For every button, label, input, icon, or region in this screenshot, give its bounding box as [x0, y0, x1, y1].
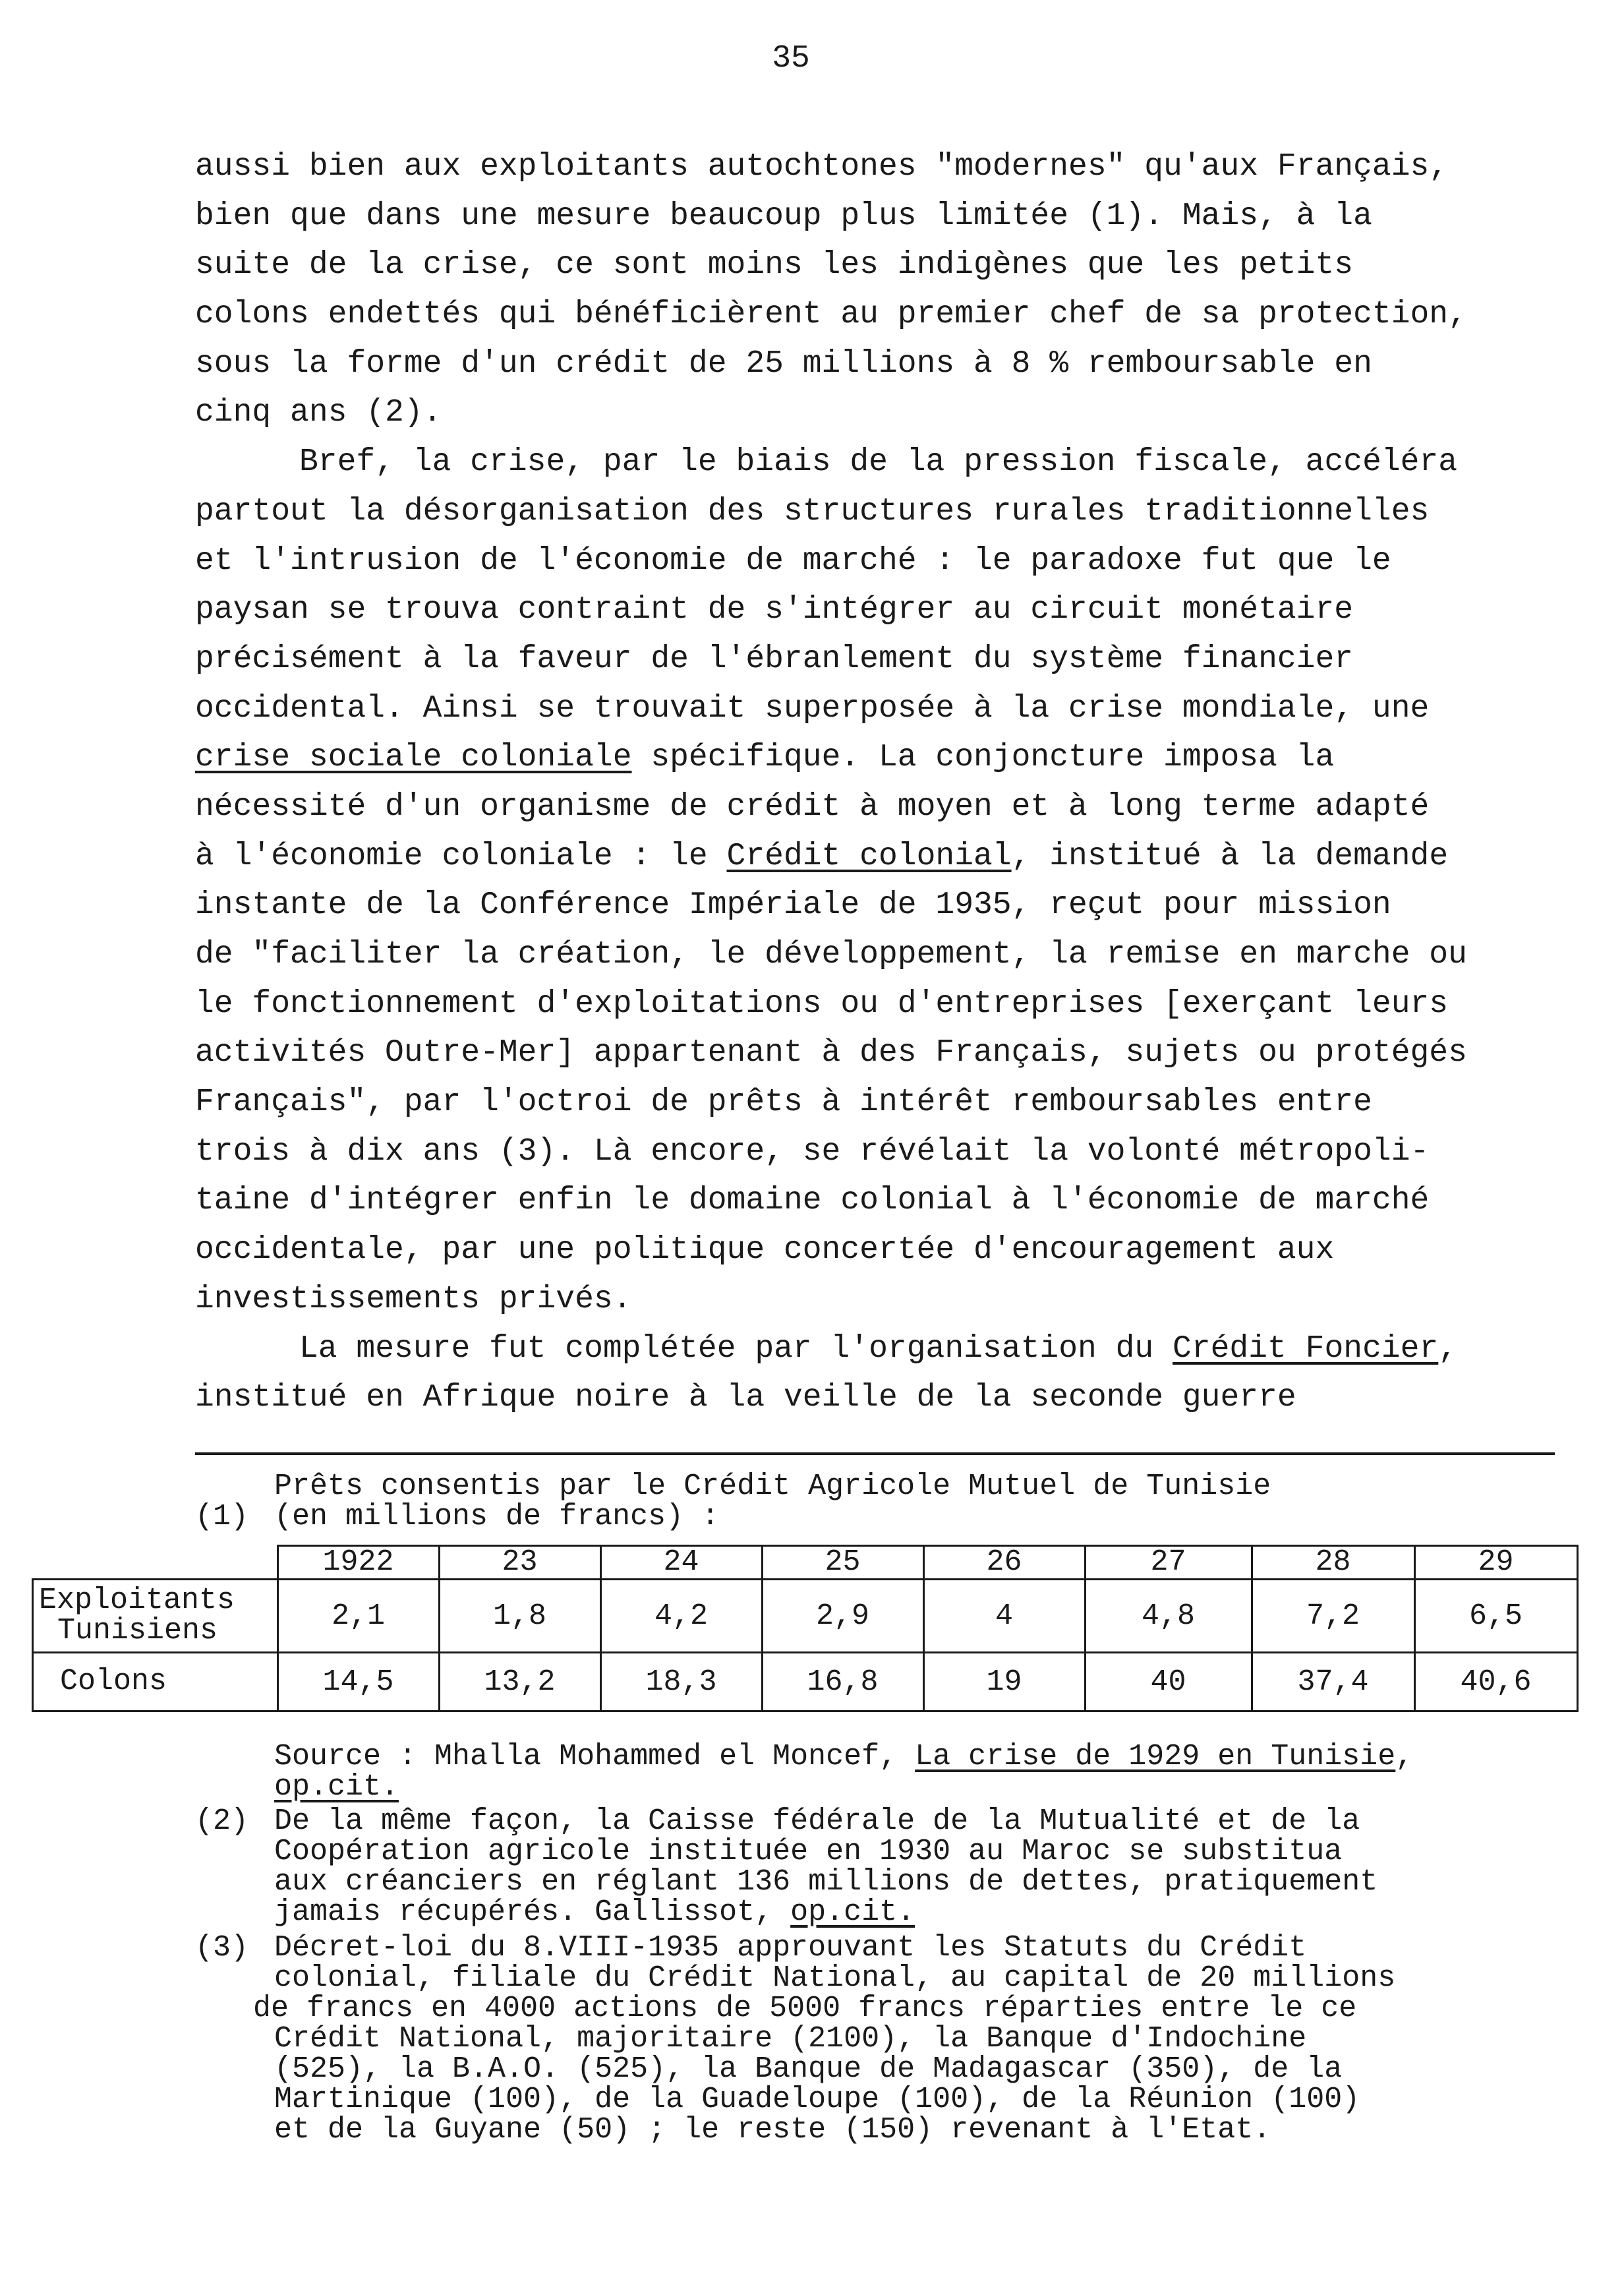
- table-header-year: 29: [1414, 1546, 1577, 1580]
- text-fragment: Source : Mhalla Mohammed el Moncef,: [274, 1740, 915, 1773]
- footnote-text: (525), la B.A.O. (525), la Banque de Madagascar (350), de la: [274, 2052, 1343, 2086]
- table-cell: 4,2: [600, 1580, 762, 1653]
- loans-table: [32, 1545, 1579, 1712]
- text-fragment: spécifique. La conjoncture imposa la: [631, 740, 1335, 776]
- row-label-line: Exploitants: [39, 1584, 235, 1617]
- text-line: bien que dans une mesure beaucoup plus limitée (1). Mais, à la: [195, 198, 1372, 234]
- text-line: paysan se trouva contraint de s'intégrer au circuit monétaire: [195, 592, 1354, 628]
- table-source: [274, 1742, 1413, 1772]
- text-line: Bref, la crise, par le biais de la pression fiscale, accéléra: [299, 444, 1458, 481]
- underlined-term: op.cit.: [790, 1895, 915, 1929]
- footnote-text: de francs en 4000 actions de 5000 francs réparties entre le ce: [253, 1992, 1357, 2025]
- table-corner: [33, 1546, 278, 1580]
- footnote-text: Décret-loi du 8.VIII-1935 approuvant les Statuts du Crédit: [274, 1931, 1307, 1965]
- text-line: partout la désorganisation des structures rurales traditionnelles: [195, 493, 1430, 529]
- body-text: [195, 142, 1579, 1423]
- table-cell: 16,8: [762, 1653, 923, 1711]
- footnote-text: aux créanciers en réglant 136 millions de dettes, pratiquement: [274, 1865, 1378, 1899]
- footnote-number: (3): [195, 1931, 249, 1965]
- table-cell: 4: [923, 1580, 1085, 1653]
- text-fragment: ,: [1438, 1330, 1458, 1367]
- footnote-text: Martinique (100), de la Guadeloupe (100), de la Réunion (100): [274, 2083, 1360, 2116]
- footnote-text: et de la Guyane (50) ; le reste (150) revenant à l'Etat.: [274, 2113, 1271, 2147]
- footnote-number: (1): [195, 1500, 249, 1533]
- underlined-term: crise sociale coloniale: [195, 740, 632, 776]
- table-header-year: 25: [762, 1546, 923, 1580]
- footnote-number: (2): [195, 1804, 249, 1838]
- text-fragment: jamais récupérés. Gallissot,: [274, 1895, 791, 1929]
- footnote-text: De la même façon, la Caisse fédérale de la Mutualité et de la: [274, 1804, 1360, 1838]
- table-row: [33, 1580, 1578, 1653]
- footnote-text: [274, 1897, 915, 1928]
- text-line: aussi bien aux exploitants autochtones "modernes" qu'aux Français,: [195, 149, 1449, 185]
- footnote-text: Prêts consentis par le Crédit Agricole Mutuel de Tunisie: [274, 1470, 1271, 1503]
- footnote-divider: [195, 1452, 1555, 1455]
- text-line: de "faciliter la création, le développement, la remise en marche ou: [195, 937, 1467, 972]
- table-cell: 40,6: [1414, 1653, 1577, 1711]
- footnote-text: Coopération agricole instituée en 1930 au Maroc se substitua: [274, 1835, 1343, 1868]
- table-header-year: 28: [1252, 1546, 1414, 1580]
- underlined-term: Crédit colonial: [726, 838, 1012, 874]
- table-cell: 7,2: [1252, 1580, 1414, 1653]
- text-line: nécessité d'un organisme de crédit à moyen et à long terme adapté: [195, 788, 1430, 825]
- table-source: [274, 1772, 399, 1802]
- text-fragment: ,: [1395, 1740, 1414, 1773]
- text-line: colons endettés qui bénéficièrent au premier chef de sa protection,: [195, 297, 1467, 333]
- text-line: [195, 832, 1579, 881]
- table-cell: 4,8: [1085, 1580, 1252, 1653]
- text-fragment: à l'économie coloniale : le: [195, 838, 727, 874]
- table-header-year: 1922: [277, 1546, 439, 1580]
- text-line: institué en Afrique noire à la veille de la seconde guerre: [195, 1380, 1296, 1416]
- table-cell: 2,1: [277, 1580, 439, 1653]
- text-fragment: La mesure fut complétée par l'organisation du: [299, 1330, 1173, 1367]
- text-line: le fonctionnement d'exploitations ou d'entreprises [exerçant leurs: [195, 986, 1449, 1022]
- text-line: et l'intrusion de l'économie de marché : le paradoxe fut que le: [195, 543, 1391, 579]
- table-cell: 6,5: [1414, 1580, 1577, 1653]
- text-line: suite de la crise, ce sont moins les indigènes que les petits: [195, 247, 1354, 283]
- text-line: taine d'intégrer enfin le domaine colonial à l'économie de marché: [195, 1183, 1430, 1219]
- footnote-text: colonial, filiale du Crédit National, au capital de 20 millions: [274, 1961, 1396, 1995]
- table-cell: 40: [1085, 1653, 1252, 1711]
- underlined-term: op.cit.: [274, 1770, 399, 1804]
- text-line: activités Outre-Mer] appartenant à des Français, sujets ou protégés: [195, 1035, 1467, 1071]
- table-header-year: 27: [1085, 1546, 1252, 1580]
- table-cell: 2,9: [762, 1580, 923, 1653]
- footnote-1: [0, 1472, 249, 1533]
- table-row: [33, 1653, 1578, 1711]
- table-header-year: 23: [439, 1546, 600, 1580]
- text-line: occidental. Ainsi se trouvait superposée à la crise mondiale, une: [195, 690, 1430, 727]
- text-line: occidentale, par une politique concertée d'encouragement aux: [195, 1232, 1335, 1268]
- table-cell: 37,4: [1252, 1653, 1414, 1711]
- text-line: précisément à la faveur de l'ébranlement du système financier: [195, 641, 1354, 677]
- footnote-text: Crédit National, majoritaire (2100), la Banque d'Indochine: [274, 2022, 1307, 2056]
- underlined-term: Crédit Foncier: [1173, 1330, 1439, 1367]
- table-header-year: 26: [923, 1546, 1085, 1580]
- table-cell: 19: [923, 1653, 1085, 1711]
- table-cell: 1,8: [439, 1580, 600, 1653]
- text-line: [195, 1324, 1579, 1374]
- page-number: 35: [772, 41, 810, 76]
- table-cell: 13,2: [439, 1653, 600, 1711]
- underlined-term: La crise de 1929 en Tunisie: [915, 1740, 1396, 1773]
- table-cell: 18,3: [600, 1653, 762, 1711]
- footnote-text: (en millions de francs) :: [274, 1500, 720, 1533]
- table-header-year: 24: [600, 1546, 762, 1580]
- text-line: trois à dix ans (3). Là encore, se révélait la volonté métropoli-: [195, 1133, 1430, 1170]
- text-line: sous la forme d'un crédit de 25 millions à 8 % remboursable en: [195, 345, 1372, 382]
- text-fragment: , institué à la demande: [1011, 838, 1449, 874]
- text-line: cinq ans (2).: [195, 395, 442, 431]
- table-cell: 14,5: [277, 1653, 439, 1711]
- text-line: investissements privés.: [195, 1281, 632, 1317]
- text-line: instante de la Conférence Impériale de 1935, reçut pour mission: [195, 887, 1391, 924]
- text-line: [195, 733, 1579, 783]
- text-line: Français", par l'octroi de prêts à intérêt remboursables entre: [195, 1085, 1372, 1121]
- row-label-line: Tunisiens: [57, 1614, 218, 1648]
- row-label: Colons: [33, 1653, 278, 1711]
- row-label: [33, 1580, 278, 1653]
